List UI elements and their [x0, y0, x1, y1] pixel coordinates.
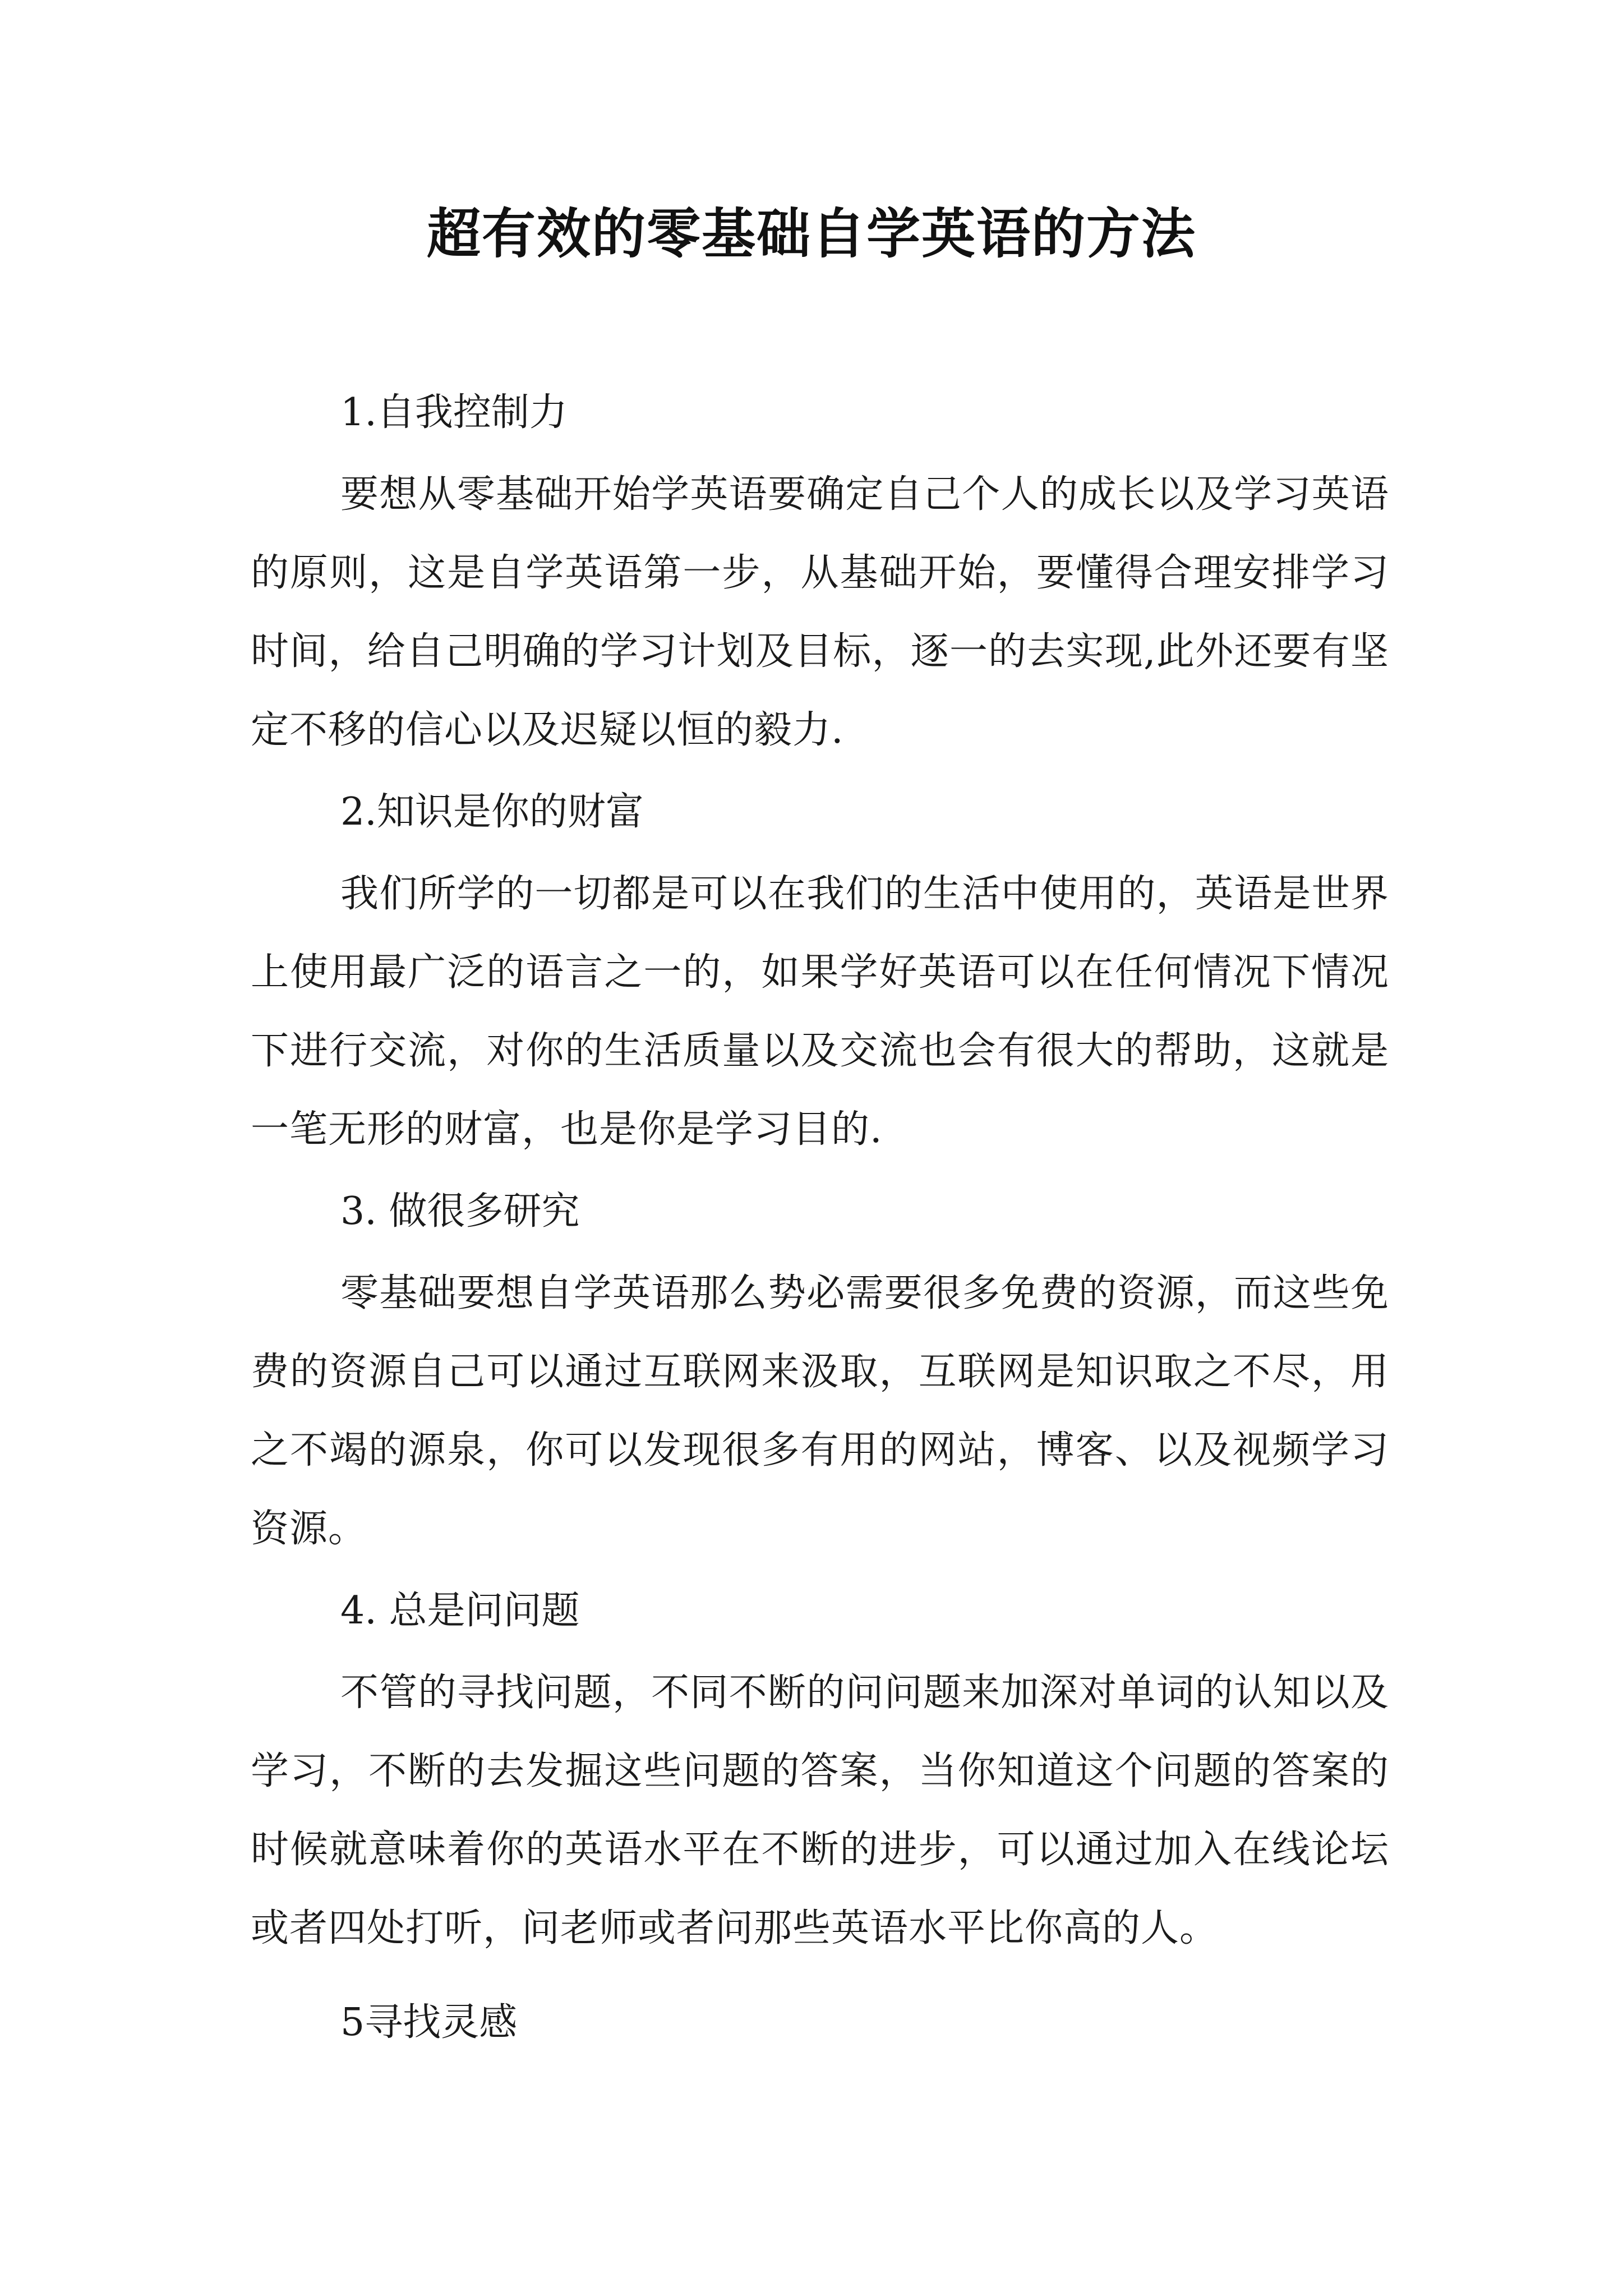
section-heading: 3. 做很多研究 [340, 1189, 580, 1234]
section-3 [251, 1169, 1389, 1568]
section-heading: 5寻找灵感 [340, 2000, 518, 2045]
document-title: 超有效的零基础自学英语的方法 [427, 202, 1196, 265]
section-heading: 2.知识是你的财富 [340, 790, 644, 834]
section-2 [251, 770, 1389, 1169]
section-5 [251, 1980, 1389, 2065]
section-heading: 4. 总是问问题 [340, 1589, 580, 1633]
document-body [251, 370, 1389, 2065]
section-paragraph: 要想从零基础开始学英语要确定自己个人的成长以及学习英语的原则，这是自学英语第一步，从基础开始，要懂得合理安排学习时间，给自己明确的学习计划及目标，逐一的去实现,此外还要有坚定不移的信心以及迟疑以恒的毅力. [251, 472, 1389, 752]
section-4 [251, 1568, 1389, 1968]
section-heading: 1.自我控制力 [340, 390, 568, 435]
section-1 [251, 370, 1389, 770]
section-spacer [251, 1968, 1389, 1980]
section-paragraph: 我们所学的一切都是可以在我们的生活中使用的，英语是世界上使用最广泛的语言之一的，如果学好英语可以在任何情况下情况下进行交流，对你的生活质量以及交流也会有很大的帮助，这就是一笔无形的财富，也是你是学习目的. [251, 872, 1389, 1152]
section-paragraph: 不管的寻找问题，不同不断的问问题来加深对单词的认知以及学习，不断的去发掘这些问题的答案，当你知道这个问题的答案的时候就意味着你的英语水平在不断的进步，可以通过加入在线论坛或者四处打听，问老师或者问那些英语水平比你高的人。 [251, 1671, 1389, 1950]
section-paragraph: 零基础要想自学英语那么势必需要很多免费的资源，而这些免费的资源自己可以通过互联网来汲取，互联网是知识取之不尽，用之不竭的源泉，你可以发现很多有用的网站，博客、以及视频学习资源。 [251, 1271, 1389, 1551]
